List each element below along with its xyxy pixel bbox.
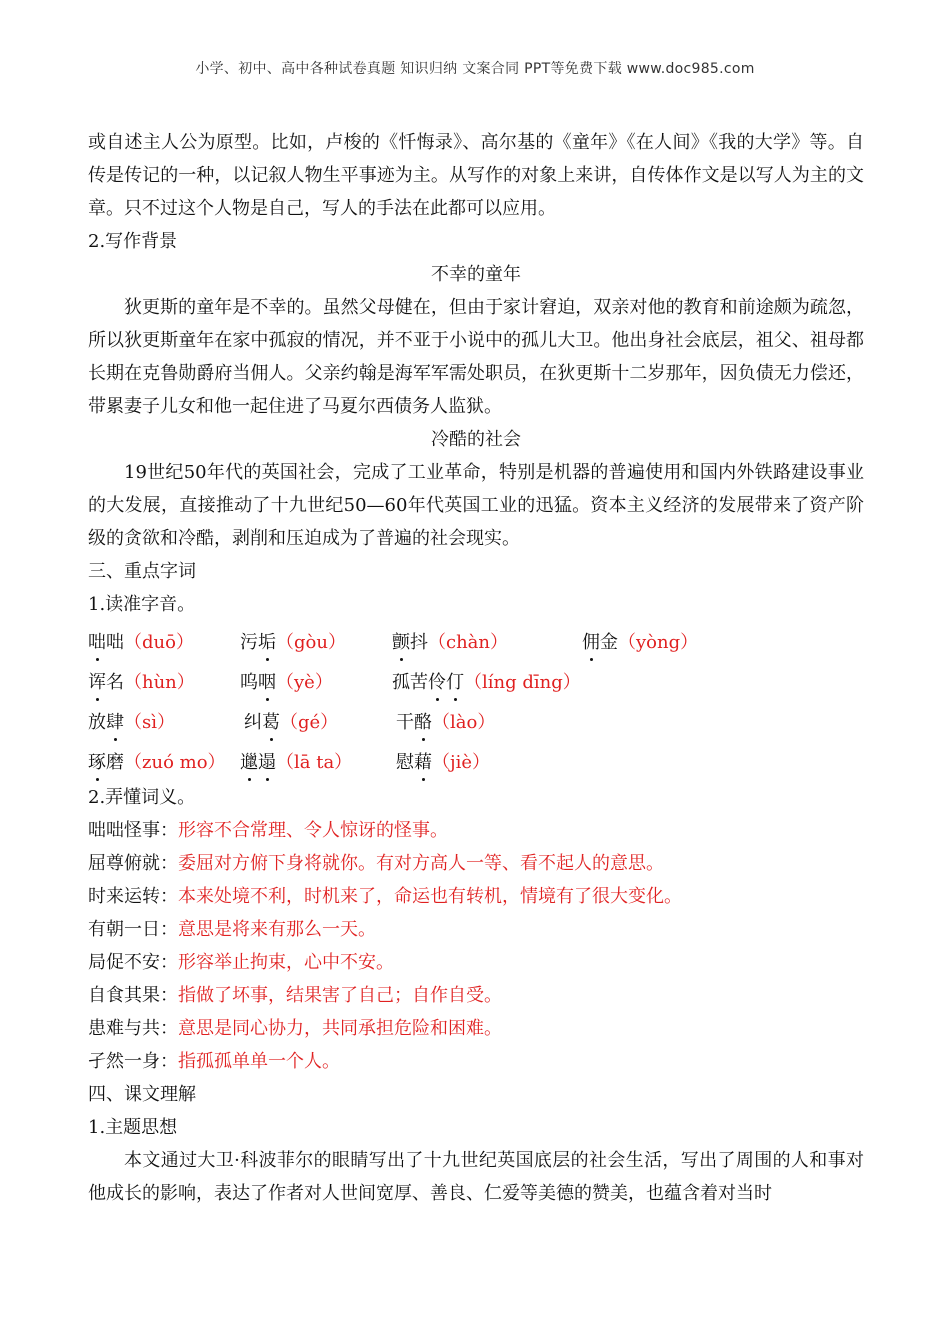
definition-item (88, 880, 864, 913)
definition-text: 本来处境不利，时机来了，命运也有转机，情境有了很大变化。 (178, 886, 682, 907)
pronunciation-item (582, 628, 782, 654)
word-part: 磨 (106, 752, 124, 773)
theme-heading: 1.主题思想 (88, 1117, 178, 1138)
word-part: 呜 (240, 672, 258, 693)
definition-term: 孑然一身： (88, 1051, 178, 1072)
pinyin: （gé） (280, 712, 339, 733)
word-part: 慰 (396, 752, 414, 773)
emphasized-characters: 垢 (258, 632, 276, 653)
word-part: 孤苦 (392, 672, 428, 693)
pronunciation-item (88, 748, 240, 774)
emphasized-characters: 咽 (258, 672, 276, 693)
pinyin: （chàn） (428, 632, 508, 653)
definition-term: 时来运转： (88, 886, 178, 907)
emphasized-characters: 肆 (106, 712, 124, 733)
definition-text: 意思是将来有那么一天。 (178, 919, 376, 940)
pinyin: （lào） (432, 712, 496, 733)
definition-term: 有朝一日： (88, 919, 178, 940)
definition-term: 患难与共： (88, 1018, 178, 1039)
definition-item (88, 1012, 864, 1045)
pronunciation-item (392, 668, 692, 694)
emphasized-characters: 藉 (414, 752, 432, 773)
pronunciation-item (396, 748, 596, 774)
emphasized-characters: 伶仃 (428, 672, 464, 693)
pinyin: （yè） (276, 672, 333, 693)
word-part: 咄 (106, 632, 124, 653)
emphasized-characters: 酪 (414, 712, 432, 733)
pinyin: （líng dīng） (464, 672, 581, 693)
definition-item (88, 913, 864, 946)
word-part: 金 (600, 632, 618, 653)
pronunciation-row (88, 701, 864, 741)
meaning-heading: 2.弄懂词义。 (88, 787, 196, 808)
definition-text: 指孤孤单单一个人。 (178, 1051, 340, 1072)
word-part: 名 (106, 672, 124, 693)
words-heading: 三、重点字词 (88, 561, 196, 582)
pronunciation-item (392, 628, 582, 654)
pinyin: （jiè） (432, 752, 490, 773)
pronunciation-item (240, 748, 396, 774)
subtitle-unhappy-childhood: 不幸的童年 (431, 264, 521, 285)
pinyin: （gòu） (276, 632, 346, 653)
pronunciation-row (88, 661, 864, 701)
emphasized-characters: 佣 (582, 632, 600, 653)
emphasized-characters: 葛 (262, 712, 280, 733)
word-part: 纠 (244, 712, 262, 733)
pronunciation-item (88, 708, 244, 734)
pronunciation-row (88, 741, 864, 781)
background-heading: 2.写作背景 (88, 231, 178, 252)
pronunciation-item (396, 708, 596, 734)
pinyin: （yòng） (618, 632, 699, 653)
pinyin: （hùn） (124, 672, 195, 693)
word-part: 放 (88, 712, 106, 733)
definition-text: 委屈对方俯下身将就你。有对方高人一等、看不起人的意思。 (178, 853, 664, 874)
emphasized-characters: 诨 (88, 672, 106, 693)
definition-item (88, 847, 864, 880)
pinyin: （lā ta） (276, 752, 353, 773)
definition-list (88, 814, 864, 1078)
pronunciation-row (88, 621, 864, 661)
childhood-paragraph: 狄更斯的童年是不幸的。虽然父母健在，但由于家计窘迫，双亲对他的教育和前途颇为疏忽，所以狄更斯童年在家中孤寂的情况，并不亚于小说中的孤儿大卫。他出身社会底层，祖父、祖母都长期在克鲁勋爵府当佣人。父亲约翰是海军军需处职员，在狄更斯十二岁那年，因负债无力偿还，带累妻子儿女和他一起住进了马夏尔西债务人监狱。 (88, 297, 864, 417)
definition-item (88, 946, 864, 979)
pronunciation-item (240, 628, 392, 654)
understanding-heading: 四、课文理解 (88, 1084, 196, 1105)
emphasized-characters: 琢 (88, 752, 106, 773)
pinyin: （sì） (124, 712, 175, 733)
pronunciation-item (240, 668, 392, 694)
document-content (88, 126, 864, 1210)
emphasized-characters: 颤 (392, 632, 410, 653)
society-paragraph: 19世纪50年代的英国社会，完成了工业革命，特别是机器的普遍使用和国内外铁路建设事业的大发展，直接推动了十九世纪50—60年代英国工业的迅猛。资本主义经济的发展带来了资产阶级的贪欲和冷酷，剥削和压迫成为了普遍的社会现实。 (88, 462, 864, 549)
definition-item (88, 814, 864, 847)
emphasized-characters: 咄 (88, 632, 106, 653)
pinyin: （duō） (124, 632, 194, 653)
definition-text: 形容举止拘束，心中不安。 (178, 952, 394, 973)
word-part: 污 (240, 632, 258, 653)
pronunciation-item (244, 708, 396, 734)
definition-term: 咄咄怪事： (88, 820, 178, 841)
definition-text: 意思是同心协力，共同承担危险和困难。 (178, 1018, 502, 1039)
theme-paragraph: 本文通过大卫·科波菲尔的眼睛写出了十九世纪英国底层的社会生活，写出了周围的人和事对他成长的影响，表达了作者对人世间宽厚、善良、仁爱等美德的赞美，也蕴含着对当时 (88, 1150, 864, 1204)
word-part: 抖 (410, 632, 428, 653)
definition-item (88, 1045, 864, 1078)
definition-item (88, 979, 864, 1012)
pinyin: （zuó mo） (124, 752, 226, 773)
intro-paragraph: 或自述主人公为原型。比如，卢梭的《忏悔录》、高尔基的《童年》《在人间》《我的大学》等。自传是传记的一种，以记叙人物生平事迹为主。从写作的对象上来讲，自传体作文是以写人为主的文章。只不过这个人物是自己，写人的手法在此都可以应用。 (88, 132, 864, 219)
definition-term: 屈尊俯就： (88, 853, 178, 874)
definition-text: 形容不合常理、令人惊讶的怪事。 (178, 820, 448, 841)
subtitle-cold-society: 冷酷的社会 (431, 429, 521, 450)
definition-term: 自食其果： (88, 985, 178, 1006)
definition-text: 指做了坏事，结果害了自己；自作自受。 (178, 985, 502, 1006)
definition-term: 局促不安： (88, 952, 178, 973)
page-header: 小学、初中、高中各种试卷真题 知识归纳 文案合同 PPT等免费下载 www.doc985.com (195, 61, 755, 77)
emphasized-characters: 邋遢 (240, 752, 276, 773)
word-part: 干 (396, 712, 414, 733)
pronunciation-item (88, 628, 240, 654)
pronunciation-heading: 1.读准字音。 (88, 594, 196, 615)
pronunciation-list (88, 621, 864, 781)
pronunciation-item (88, 668, 240, 694)
